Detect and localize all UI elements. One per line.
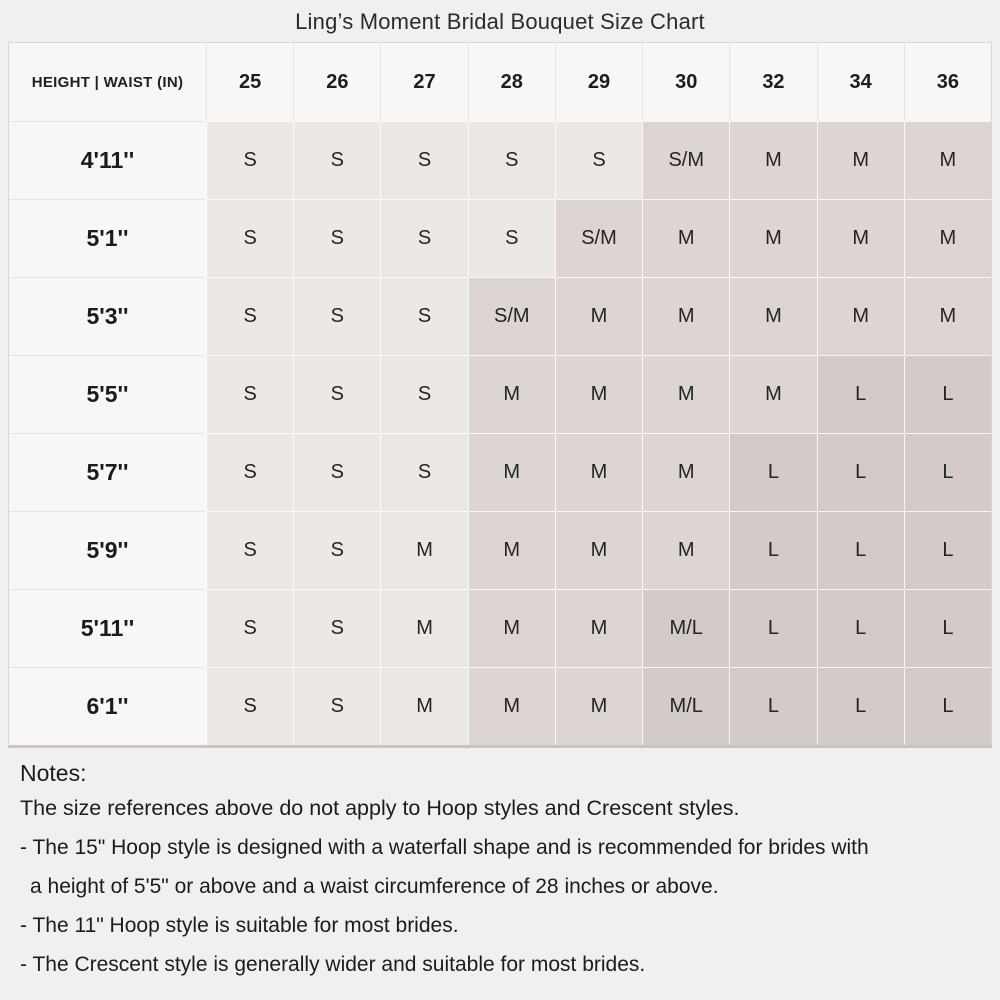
row-header: 4'11'' — [9, 121, 206, 199]
size-cell: M — [380, 511, 467, 589]
size-cell: S — [206, 355, 293, 433]
size-cell: L — [817, 355, 904, 433]
size-cell: S — [468, 199, 555, 277]
size-cell: M/L — [642, 667, 729, 745]
size-cell: M — [642, 433, 729, 511]
size-cell: M — [555, 355, 642, 433]
size-cell: M — [642, 199, 729, 277]
size-cell: S — [555, 121, 642, 199]
size-cell: M — [904, 199, 991, 277]
size-cell: M — [555, 589, 642, 667]
size-cell: S/M — [468, 277, 555, 355]
size-cell: M — [642, 511, 729, 589]
size-cell: M — [468, 355, 555, 433]
size-cell: S — [380, 199, 467, 277]
note-line: - The 15" Hoop style is designed with a waterfall shape and is recommended for brides with — [20, 836, 869, 859]
notes-lines — [20, 789, 990, 984]
column-header: 26 — [293, 43, 380, 121]
notes-heading: Notes: — [20, 760, 87, 786]
size-cell: M — [817, 277, 904, 355]
size-cell: M — [642, 355, 729, 433]
size-cell: M — [380, 667, 467, 745]
size-cell: M — [468, 667, 555, 745]
size-cell: S — [293, 199, 380, 277]
size-cell: L — [817, 589, 904, 667]
size-cell: M — [729, 277, 816, 355]
corner-header: HEIGHT | WAIST (IN) — [9, 43, 206, 121]
column-header: 25 — [206, 43, 293, 121]
size-cell: L — [904, 511, 991, 589]
row-header: 5'1'' — [9, 199, 206, 277]
size-cell: L — [904, 355, 991, 433]
note-line: - The 11" Hoop style is suitable for most brides. — [20, 914, 459, 937]
note-line: - The Crescent style is generally wider and suitable for most brides. — [20, 953, 646, 976]
chart-title: Ling’s Moment Bridal Bouquet Size Chart — [295, 9, 705, 34]
size-cell: M — [380, 589, 467, 667]
size-cell: S/M — [642, 121, 729, 199]
column-header: 34 — [817, 43, 904, 121]
size-cell: M — [729, 355, 816, 433]
size-cell: L — [817, 511, 904, 589]
size-cell: S — [380, 277, 467, 355]
row-header: 6'1'' — [9, 667, 206, 745]
size-cell: S — [380, 355, 467, 433]
size-cell: L — [817, 667, 904, 745]
size-cell: S — [380, 433, 467, 511]
size-cell: M — [642, 277, 729, 355]
size-cell: S — [293, 433, 380, 511]
size-cell: S — [206, 589, 293, 667]
size-cell: L — [729, 667, 816, 745]
size-cell: L — [904, 589, 991, 667]
note-line: a height of 5'5" or above and a waist circumference of 28 inches or above. — [30, 875, 719, 898]
note-line: The size references above do not apply to Hoop styles and Crescent styles. — [20, 796, 740, 820]
size-cell: S — [206, 121, 293, 199]
notes-section — [20, 757, 990, 984]
size-cell: L — [817, 433, 904, 511]
column-header: 29 — [555, 43, 642, 121]
size-cell: M/L — [642, 589, 729, 667]
size-cell: S — [293, 589, 380, 667]
column-header: 36 — [904, 43, 991, 121]
size-cell: M — [729, 199, 816, 277]
size-cell: M — [468, 589, 555, 667]
size-cell: M — [817, 199, 904, 277]
column-header: 27 — [380, 43, 467, 121]
size-cell: L — [729, 511, 816, 589]
column-header: 28 — [468, 43, 555, 121]
size-cell: L — [729, 433, 816, 511]
size-cell: S — [380, 121, 467, 199]
size-cell: S — [293, 277, 380, 355]
row-header: 5'3'' — [9, 277, 206, 355]
size-cell: M — [555, 511, 642, 589]
size-cell: M — [555, 277, 642, 355]
row-header: 5'5'' — [9, 355, 206, 433]
row-header: 5'11'' — [9, 589, 206, 667]
size-cell: M — [904, 121, 991, 199]
column-header: 30 — [642, 43, 729, 121]
size-cell: S — [468, 121, 555, 199]
size-cell: M — [468, 433, 555, 511]
size-cell: S — [293, 667, 380, 745]
size-cell: M — [817, 121, 904, 199]
row-header: 5'7'' — [9, 433, 206, 511]
size-cell: L — [904, 667, 991, 745]
size-cell: M — [729, 121, 816, 199]
column-header: 32 — [729, 43, 816, 121]
size-cell: S — [206, 199, 293, 277]
size-cell: S — [293, 121, 380, 199]
size-cell: M — [555, 667, 642, 745]
size-cell: M — [555, 433, 642, 511]
size-chart-table — [8, 42, 992, 748]
size-cell: M — [468, 511, 555, 589]
size-cell: S — [206, 433, 293, 511]
size-cell: S — [206, 667, 293, 745]
size-cell: S — [293, 355, 380, 433]
size-cell: S — [206, 511, 293, 589]
size-cell: S/M — [555, 199, 642, 277]
row-header: 5'9'' — [9, 511, 206, 589]
size-cell: L — [729, 589, 816, 667]
size-cell: S — [293, 511, 380, 589]
size-cell: M — [904, 277, 991, 355]
size-cell: L — [904, 433, 991, 511]
size-cell: S — [206, 277, 293, 355]
